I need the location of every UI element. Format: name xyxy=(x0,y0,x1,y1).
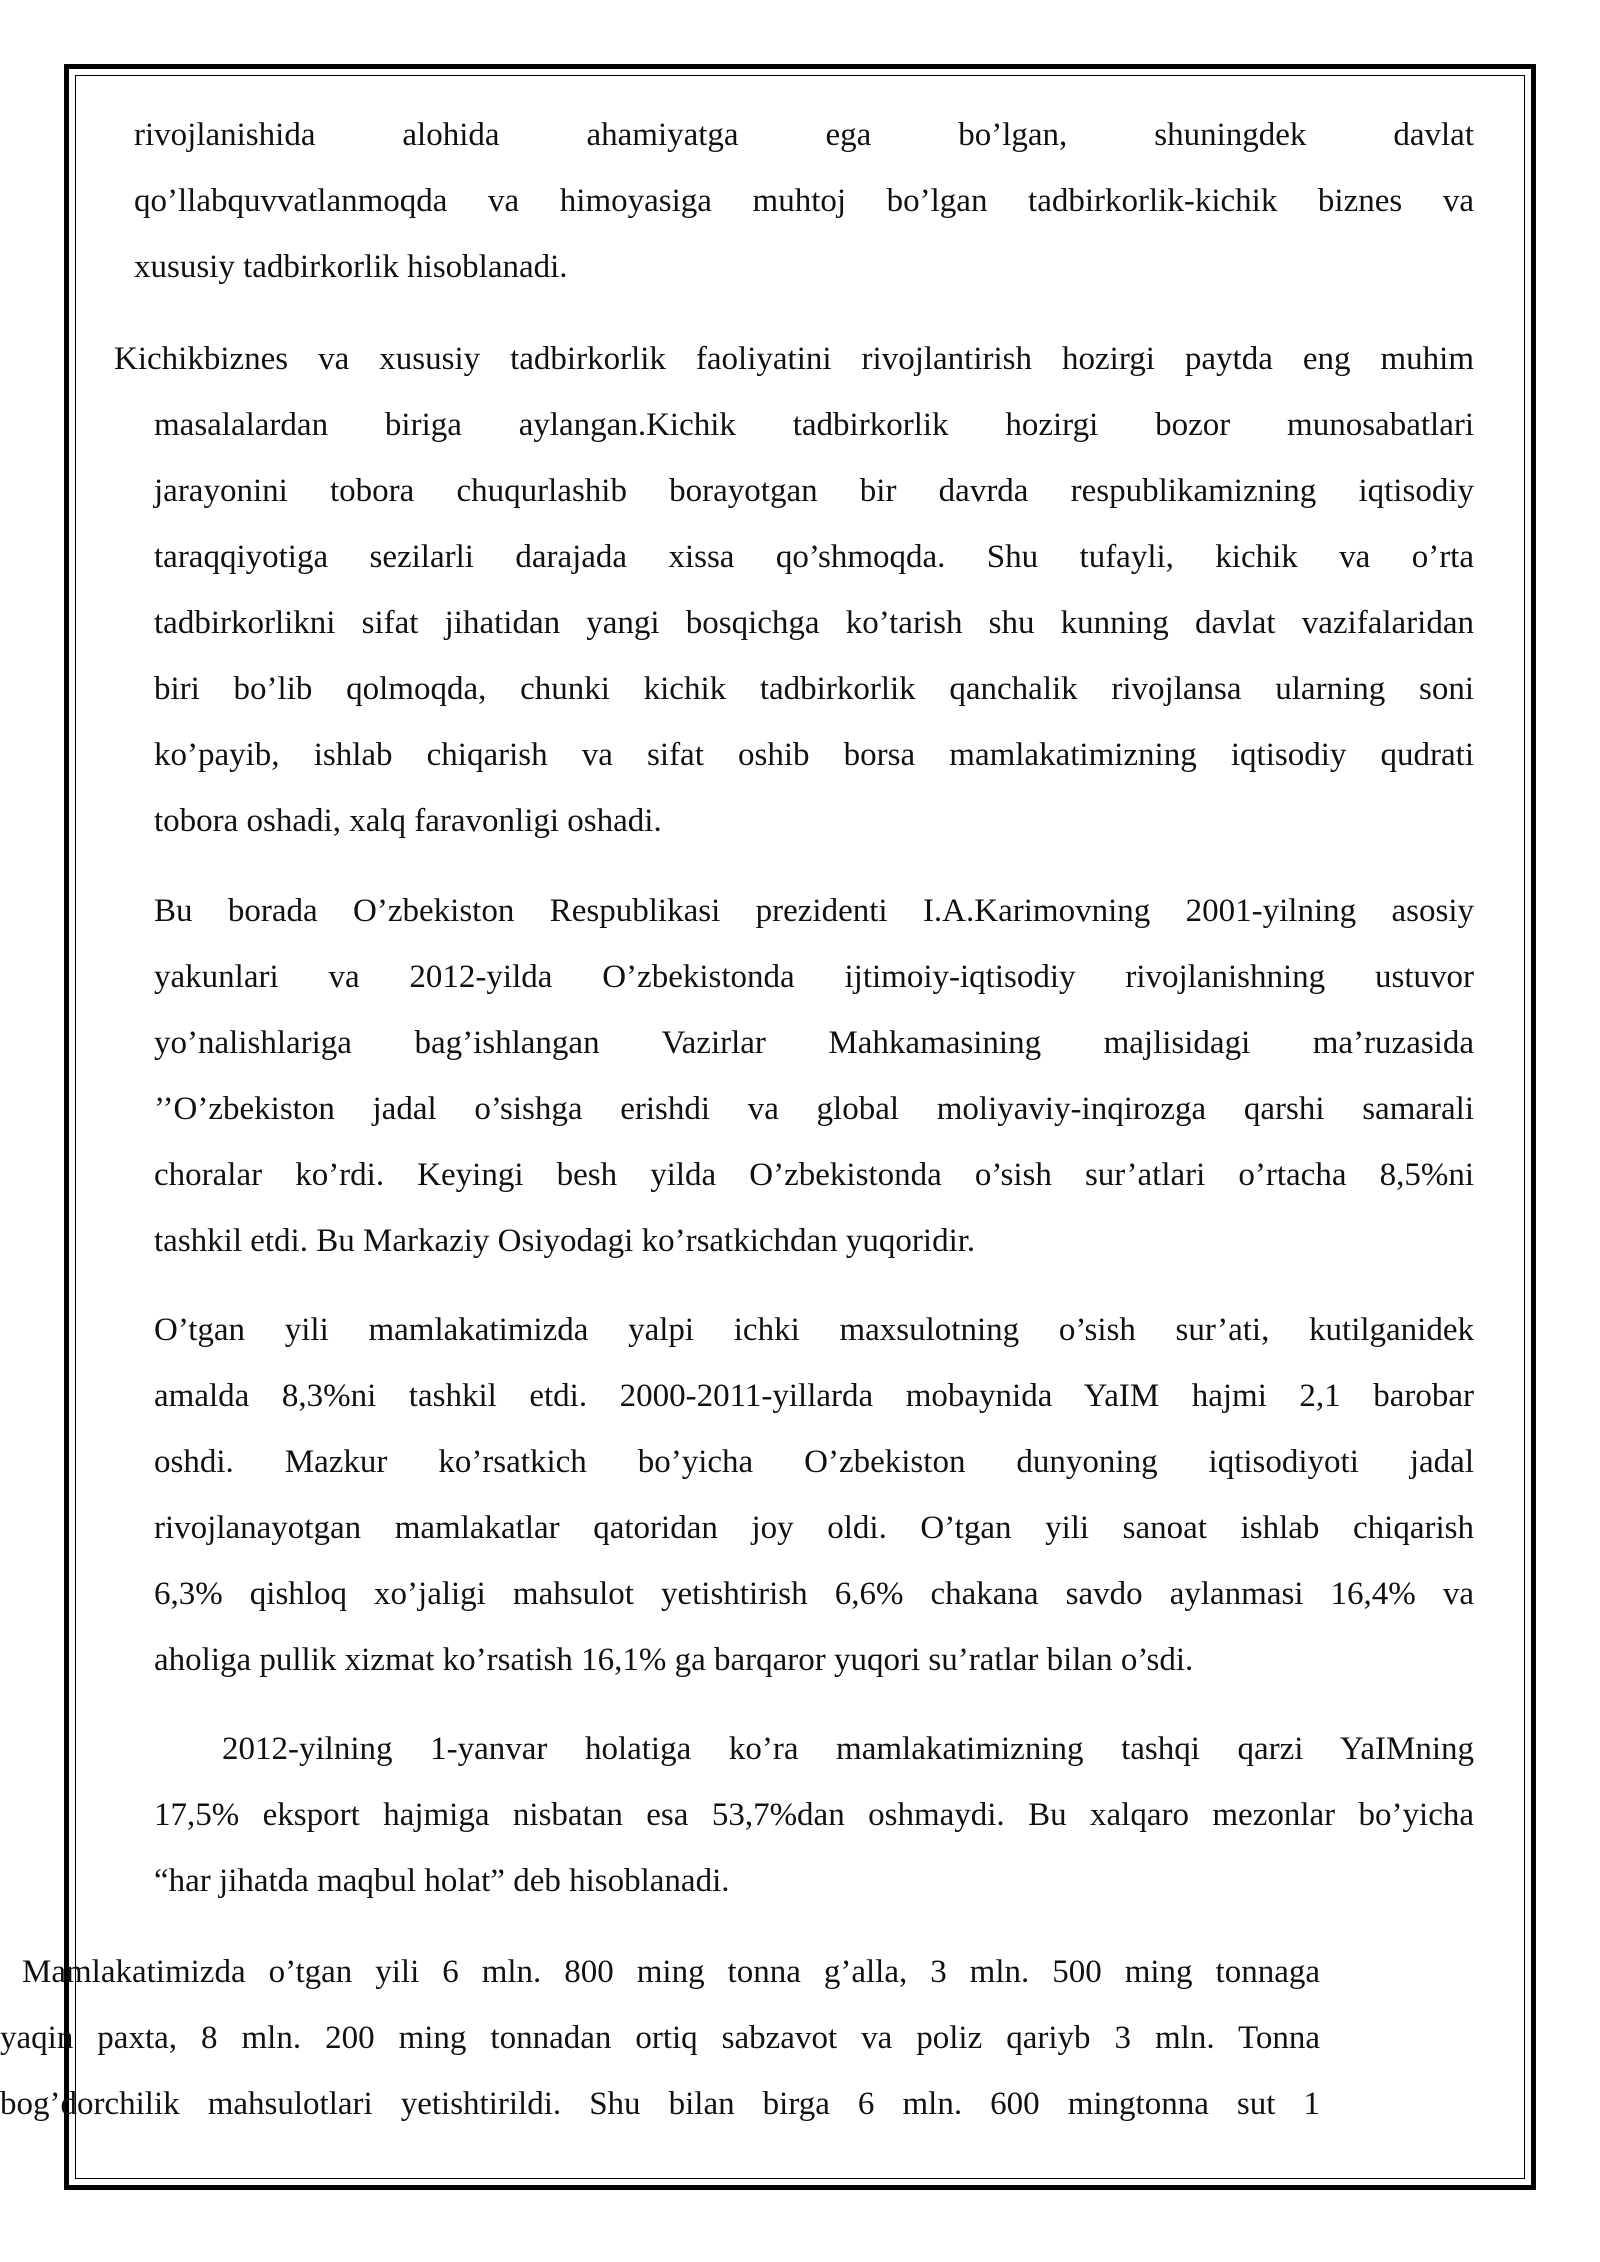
text-line: yaqin paxta, 8 mln. 200 ming tonnadan ortiq sabzavot va poliz qariyb 3 mln. Tonna xyxy=(0,2020,1320,2056)
text-line: ’’O’zbekiston jadal o’sishga erishdi va global moliyaviy-inqirozga qarshi samarali xyxy=(154,1091,1474,1127)
text-line: jarayonini tobora chuqurlashib borayotgan bir davrda respublikamizning iqtisodiy xyxy=(154,473,1474,509)
text-line: O’tgan yili mamlakatimizda yalpi ichki maxsulotning o’sish sur’ati, kutilganidek xyxy=(154,1312,1474,1348)
text-line: choralar ko’rdi. Keyingi besh yilda O’zbekistonda o’sish sur’atlari o’rtacha 8,5%ni xyxy=(154,1157,1474,1193)
text-line: rivojlanayotgan mamlakatlar qatoridan joy oldi. O’tgan yili sanoat ishlab chiqarish xyxy=(154,1510,1474,1546)
text-line: yakunlari va 2012-yilda O’zbekistonda ijtimoiy-iqtisodiy rivojlanishning ustuvor xyxy=(154,959,1474,995)
paragraph-1 xyxy=(134,102,1474,300)
text-line: aholiga pullik xizmat ko’rsatish 16,1% ga barqaror yuqori su’ratlar bilan o’sdi. xyxy=(154,1642,1194,1678)
text-line: tashkil etdi. Bu Markaziy Osiyodagi ko’rsatkichdan yuqoridir. xyxy=(154,1223,976,1259)
paragraph-5 xyxy=(154,1716,1474,1914)
text-line: amalda 8,3%ni tashkil etdi. 2000-2011-yillarda mobaynida YaIM hajmi 2,1 barobar xyxy=(154,1378,1474,1414)
paragraph-4 xyxy=(154,1297,1474,1693)
text-line: Bu borada O’zbekiston Respublikasi prezidenti I.A.Karimovning 2001-yilning asosiy xyxy=(154,893,1474,929)
text-line: tobora oshadi, xalq faravonligi oshadi. xyxy=(154,803,662,839)
text-line: taraqqiyotiga sezilarli darajada xissa qo’shmoqda. Shu tufayli, kichik va o’rta xyxy=(154,539,1474,575)
text-line: Kichikbiznes va xususiy tadbirkorlik faoliyatini rivojlantirish hozirgi paytda eng muhim xyxy=(114,341,1474,377)
text-line: ko’payib, ishlab chiqarish va sifat oshib borsa mamlakatimizning iqtisodiy qudrati xyxy=(154,737,1474,773)
text-line: xususiy tadbirkorlik hisoblanadi. xyxy=(134,249,568,285)
text-line: Mamlakatimizda o’tgan yili 6 mln. 800 ming tonna g’alla, 3 mln. 500 ming tonnaga xyxy=(22,1954,1320,1990)
text-line: qo’llabquvvatlanmoqda va himoyasiga muhtoj bo’lgan tadbirkorlik-kichik biznes va xyxy=(134,183,1474,219)
text-line: biri bo’lib qolmoqda, chunki kichik tadbirkorlik qanchalik rivojlansa ularning soni xyxy=(154,671,1474,707)
text-line: rivojlanishida alohida ahamiyatga ega bo’lgan, shuningdek davlat xyxy=(134,117,1474,153)
paragraph-2 xyxy=(114,326,1474,854)
text-line: 17,5% eksport hajmiga nisbatan esa 53,7%dan oshmaydi. Bu xalqaro mezonlar bo’yicha xyxy=(154,1797,1474,1833)
text-line: masalalardan biriga aylangan.Kichik tadbirkorlik hozirgi bozor munosabatlari xyxy=(154,407,1474,443)
paragraph-3 xyxy=(154,878,1474,1274)
text-line: “har jihatda maqbul holat” deb hisoblanadi. xyxy=(154,1863,730,1899)
paragraph-6 xyxy=(0,1939,1320,2137)
text-line: tadbirkorlikni sifat jihatidan yangi bosqichga ko’tarish shu kunning davlat vazifalaridan xyxy=(154,605,1474,641)
text-line: 6,3% qishloq xo’jaligi mahsulot yetishtirish 6,6% chakana savdo aylanmasi 16,4% va xyxy=(154,1576,1474,1612)
text-line: oshdi. Mazkur ko’rsatkich bo’yicha O’zbekiston dunyoning iqtisodiyoti jadal xyxy=(154,1444,1474,1480)
text-line: bog’dorchilik mahsulotlari yetishtirildi. Shu bilan birga 6 mln. 600 mingtonna sut 1 xyxy=(0,2086,1320,2122)
text-line: yo’nalishlariga bag’ishlangan Vazirlar Mahkamasining majlisidagi ma’ruzasida xyxy=(154,1025,1474,1061)
text-line: 2012-yilning 1-yanvar holatiga ko’ra mamlakatimizning tashqi qarzi YaIMning xyxy=(222,1731,1474,1767)
